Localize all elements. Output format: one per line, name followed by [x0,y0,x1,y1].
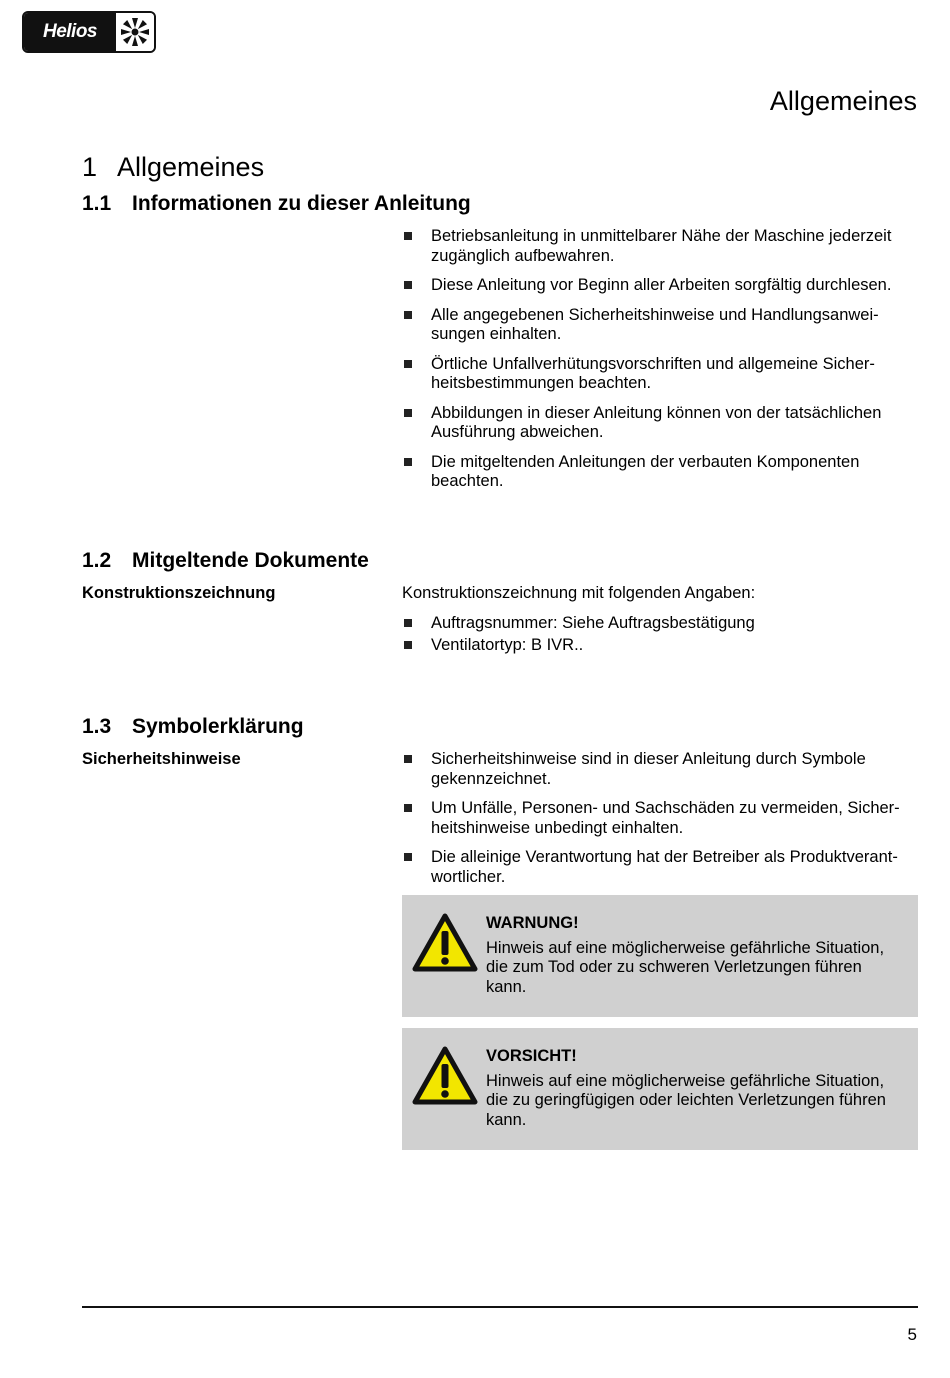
list-item-text: Sicherheitshinweise sind in dieser Anleitung durch Symbole gekennzeichnet. [431,750,866,788]
square-bullet-icon [404,360,412,368]
list-item [402,750,918,789]
section-title: Informationen zu dieser Anleitung [132,192,471,215]
notice-text: Hinweis auf eine möglicherweise gefährliche Situation, die zum Tod oder zu schweren Verletzungen führen kann. [486,938,885,996]
bullet-list [402,750,918,887]
footer-divider [82,1306,918,1308]
side-label-konstruktionszeichnung: Konstruktionszeichnung [82,584,276,602]
list-item [402,614,918,634]
list-item [402,306,918,345]
square-bullet-icon [404,232,412,240]
logo-wordmark: Helios [24,13,116,51]
section-number: 1.2 [82,549,112,572]
list-item-text: Ventilatortyp: B IVR.. [431,636,584,654]
fan-icon [116,13,154,51]
section-number: 1.1 [82,192,112,215]
warning-notice [402,895,918,1017]
section-1-1-content [402,227,918,502]
square-bullet-icon [404,853,412,861]
bullet-list [402,227,918,492]
section-heading-1-1 [82,192,471,216]
list-item [402,404,918,443]
intro-text: Konstruktionszeichnung mit folgenden Angaben: [402,584,756,602]
list-item-text: Abbildungen in dieser Anleitung können von der tatsächlichen Ausführung abweichen. [431,403,882,441]
list-item-text: Alle angegebenen Sicherheitshinweise und Handlungsanwei-sungen einhalten. [431,305,879,343]
warning-triangle-icon [412,1046,478,1106]
square-bullet-icon [404,804,412,812]
list-item [402,276,918,296]
square-bullet-icon [404,458,412,466]
list-item [402,355,918,394]
list-item [402,227,918,266]
list-item [402,636,918,656]
list-item-text: Auftragsnummer: Siehe Auftragsbestätigung [431,613,755,632]
caution-notice [402,1028,918,1150]
helios-logo [22,11,156,53]
side-label-sicherheitshinweise: Sicherheitshinweise [82,750,241,768]
square-bullet-icon [404,281,412,289]
section-number: 1.3 [82,715,112,738]
section-1-3-content [402,750,918,897]
list-item [402,453,918,492]
section-title: Symbolerklärung [132,715,304,738]
section-1-2-content [402,584,918,659]
list-item [402,848,918,887]
chapter-title: Allgemeines [117,152,265,182]
list-item-text: Die alleinige Verantwortung hat der Betreiber als Produktverant-wortlicher. [431,848,898,886]
list-item-text: Betriebsanleitung in unmittelbarer Nähe der Maschine jederzeit zugänglich aufbewahren. [431,227,892,265]
notice-title: VORSICHT! [486,1047,577,1065]
list-item-text: Um Unfälle, Personen- und Sachschäden zu vermeiden, Sicher-heitshinweise unbedingt einhalten. [431,799,900,837]
list-item-text: Diese Anleitung vor Beginn aller Arbeiten sorgfältig durchlesen. [431,276,892,294]
warning-triangle-icon [412,913,478,973]
section-heading-1-2 [82,549,369,573]
square-bullet-icon [404,619,412,627]
square-bullet-icon [404,311,412,319]
list-item [402,799,918,838]
notice-title: WARNUNG! [486,914,579,932]
running-title: Allgemeines [769,86,917,116]
notice-text: Hinweis auf eine möglicherweise gefährliche Situation, die zu geringfügigen oder leichten Verletzungen führen kann. [486,1071,886,1129]
section-title: Mitgeltende Dokumente [132,549,369,572]
list-item-text: Die mitgeltenden Anleitungen der verbauten Komponenten beachten. [431,452,860,490]
chapter-number: 1 [82,152,98,182]
section-heading-1-3 [82,715,304,739]
page-number: 5 [907,1325,917,1344]
bullet-list [402,614,918,656]
square-bullet-icon [404,409,412,417]
list-item-text: Örtliche Unfallverhütungsvorschriften und allgemeine Sicher-heitsbestimmungen beachten. [431,354,875,392]
chapter-heading [82,152,264,183]
square-bullet-icon [404,755,412,763]
square-bullet-icon [404,641,412,649]
